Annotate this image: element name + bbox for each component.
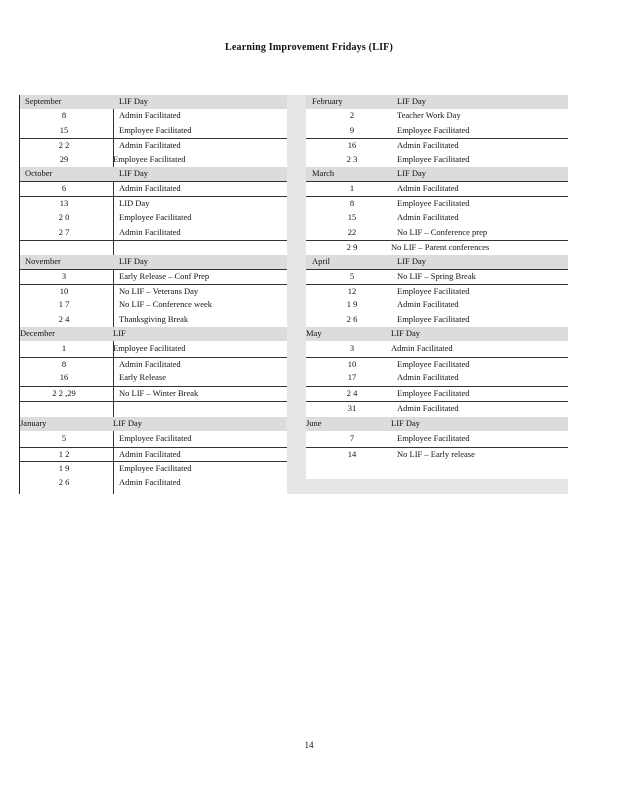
event-description: Early Release [119, 372, 166, 382]
month-label: June [306, 418, 322, 428]
table-gutter [287, 95, 306, 494]
event-description: Admin Facilitated [397, 372, 459, 382]
date-row [20, 313, 288, 327]
month-label: February [312, 96, 343, 106]
event-description: Admin Facilitated [119, 110, 181, 120]
date-cell: 9 [349, 125, 355, 135]
event-description: Employee Facilitated [113, 154, 186, 164]
event-description: Employee Facilitated [119, 125, 192, 135]
date-cell: 8 [349, 198, 355, 208]
date-row [306, 371, 568, 385]
date-row [306, 138, 568, 153]
event-description: Employee Facilitated [113, 343, 186, 353]
date-cell: 15 [59, 125, 69, 135]
date-row [306, 386, 568, 401]
column-heading: LIF Day [397, 256, 427, 266]
date-cell: 3 [349, 343, 355, 353]
date-cell: 1 2 [58, 449, 70, 459]
column-heading: LIF Day [119, 168, 149, 178]
left-calendar-table [19, 95, 288, 494]
event-description: Employee Facilitated [397, 125, 470, 135]
date-row [306, 109, 568, 123]
event-description: Employee Facilitated [119, 463, 192, 473]
column-heading: LIF Day [113, 418, 143, 428]
column-heading: LIF Day [397, 168, 427, 178]
event-description: Admin Facilitated [397, 299, 459, 309]
month-label: January [20, 418, 47, 428]
event-description: Employee Facilitated [397, 286, 470, 296]
month-header-row [20, 327, 288, 341]
date-cell: 1 [349, 183, 355, 193]
event-description: Employee Facilitated [397, 154, 470, 164]
month-header-row [20, 417, 288, 431]
date-cell: 7 [349, 433, 355, 443]
date-cell: 10 [59, 286, 69, 296]
event-description: Admin Facilitated [119, 359, 181, 369]
date-cell: 14 [347, 449, 357, 459]
date-row [306, 211, 568, 225]
event-description: Employee Facilitated [397, 433, 470, 443]
date-cell: 2 2 [58, 140, 70, 150]
column-heading: LIF [113, 328, 126, 338]
event-description: LID Day [119, 198, 150, 208]
date-cell: 5 [349, 271, 355, 281]
date-row [20, 357, 288, 372]
month-label: May [306, 328, 322, 338]
date-cell: 13 [59, 198, 69, 208]
date-row [306, 284, 568, 299]
date-row [306, 313, 568, 327]
month-header-row [306, 417, 568, 431]
date-cell: 2 6 [58, 477, 70, 487]
date-cell: 31 [347, 403, 357, 413]
date-row [20, 153, 288, 167]
event-description: Admin Facilitated [119, 183, 181, 193]
date-row [20, 240, 288, 255]
date-cell: 8 [61, 110, 67, 120]
date-row [306, 196, 568, 211]
date-cell: 2 9 [346, 242, 358, 252]
column-heading: LIF Day [119, 256, 149, 266]
date-row [20, 269, 288, 284]
event-description: No LIF – Conference week [119, 299, 212, 309]
month-label: March [312, 168, 335, 178]
month-header-row [306, 255, 568, 269]
column-heading: LIF Day [391, 328, 421, 338]
month-label: October [25, 168, 53, 178]
event-description: No LIF – Parent conferences [391, 242, 490, 252]
date-cell: 10 [347, 359, 357, 369]
date-cell: 15 [347, 212, 357, 222]
date-cell: 2 7 [58, 227, 70, 237]
date-row [306, 124, 568, 138]
date-cell: 22 [347, 227, 357, 237]
table-footer-shade [306, 479, 568, 494]
event-description: Employee Facilitated [397, 388, 470, 398]
event-description: No LIF – Spring Break [397, 271, 476, 281]
column-heading: LIF Day [119, 96, 149, 106]
month-label: November [25, 256, 61, 266]
event-description: Admin Facilitated [119, 449, 181, 459]
date-row [20, 432, 288, 446]
month-label: April [312, 256, 330, 266]
date-cell: 16 [59, 372, 69, 382]
page-number: 14 [304, 740, 314, 750]
event-description: Thanksgiving Break [119, 314, 189, 324]
date-row [20, 298, 288, 312]
date-cell: 5 [61, 433, 67, 443]
date-cell: 2 4 [346, 388, 358, 398]
event-description: Admin Facilitated [397, 212, 459, 222]
date-cell: 2 4 [58, 314, 70, 324]
date-row [20, 181, 288, 196]
date-cell: 3 [61, 271, 67, 281]
date-row [20, 342, 288, 356]
date-cell: 16 [347, 140, 357, 150]
event-description: Admin Facilitated [119, 477, 181, 487]
date-cell: 1 9 [58, 463, 70, 473]
date-cell: 8 [61, 359, 67, 369]
event-description: Admin Facilitated [119, 227, 181, 237]
date-cell: 29 [59, 154, 69, 164]
date-cell: 6 [61, 183, 67, 193]
date-row [20, 196, 288, 211]
event-description: Admin Facilitated [397, 403, 459, 413]
date-row [306, 181, 568, 196]
page-title: Learning Improvement Fridays (LIF) [225, 42, 393, 53]
right-calendar-table [306, 95, 568, 494]
date-cell: 1 9 [346, 299, 358, 309]
event-description: Admin Facilitated [397, 140, 459, 150]
date-row [20, 401, 288, 416]
date-cell: 2 3 [346, 154, 358, 164]
event-description: No LIF – Conference prep [397, 227, 488, 237]
date-cell: 2 6 [346, 314, 358, 324]
month-header-row [306, 95, 568, 109]
date-row [306, 298, 568, 312]
date-row [20, 447, 288, 462]
month-header-row [20, 167, 288, 181]
month-header-row [20, 95, 288, 109]
month-label: September [25, 96, 62, 106]
date-row [20, 371, 288, 385]
date-row [20, 226, 288, 240]
event-description: Employee Facilitated [119, 433, 192, 443]
event-description: No LIF – Winter Break [119, 388, 199, 398]
date-row [20, 284, 288, 299]
date-row [306, 432, 568, 446]
date-row [306, 226, 568, 240]
date-row [306, 447, 568, 462]
event-description: Teacher Work Day [397, 110, 461, 120]
month-label: December [20, 328, 55, 338]
date-cell: 2 0 [58, 212, 70, 222]
event-description: Admin Facilitated [397, 183, 459, 193]
date-row [306, 240, 568, 255]
event-description: Employee Facilitated [119, 212, 192, 222]
date-cell: 2 2 ,29 [52, 388, 76, 398]
date-cell: 1 [61, 343, 67, 353]
column-heading: LIF Day [391, 418, 421, 428]
date-cell: 17 [347, 372, 357, 382]
date-row [306, 153, 568, 167]
event-description: Employee Facilitated [397, 198, 470, 208]
month-header-row [306, 327, 568, 341]
event-description: Employee Facilitated [397, 314, 470, 324]
date-row [20, 124, 288, 138]
date-row [20, 476, 288, 490]
date-row [20, 138, 288, 153]
month-header-row [20, 255, 288, 269]
event-description: No LIF – Early release [397, 449, 475, 459]
date-row [306, 401, 568, 416]
date-row [306, 269, 568, 284]
event-description: Employee Facilitated [397, 359, 470, 369]
event-description: Early Release – Conf Prep [119, 271, 210, 281]
date-row [20, 211, 288, 225]
event-description: No LIF – Veterans Day [119, 286, 199, 296]
event-description: Admin Facilitated [391, 343, 453, 353]
column-heading: LIF Day [397, 96, 427, 106]
month-header-row [306, 167, 568, 181]
date-row [20, 109, 288, 123]
date-cell: 1 7 [58, 299, 70, 309]
date-cell: 2 [349, 110, 355, 120]
date-row [306, 342, 568, 356]
date-cell: 12 [347, 286, 357, 296]
event-description: Admin Facilitated [119, 140, 181, 150]
date-row [20, 461, 288, 476]
date-row [306, 357, 568, 372]
date-row [20, 386, 288, 401]
